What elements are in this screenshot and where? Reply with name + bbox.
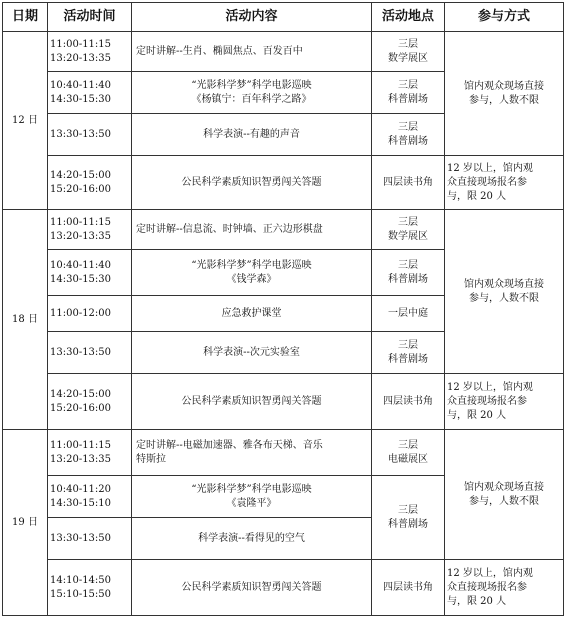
place-cell: 四层读书角	[372, 374, 445, 430]
time-cell: 10:40-11:40 14:30-15:30	[48, 250, 132, 296]
place-cell: 三层 科普剧场	[372, 114, 445, 156]
place-cell: 三层 科普剧场	[372, 250, 445, 296]
content-cell: “光影科学梦”科学电影巡映 《钱学森》	[132, 250, 372, 296]
method-cell: 12 岁以上，馆内观 众直接现场报名参 与，限 20 人	[445, 560, 564, 616]
table-row	[3, 430, 564, 476]
activity-schedule-table	[2, 2, 564, 616]
date-cell: 18 日	[3, 210, 48, 430]
place-cell: 三层 数学展区	[372, 32, 445, 72]
content-cell: 应急救护课堂	[132, 296, 372, 332]
time-cell: 14:10-14:50 15:10-15:50	[48, 560, 132, 616]
content-cell: 科学表演--看得见的空气	[132, 518, 372, 560]
content-cell: 科学表演--次元实验室	[132, 332, 372, 374]
content-cell: 定时讲解--生肖、椭圆焦点、百发百中	[132, 32, 372, 72]
header-time: 活动时间	[48, 3, 132, 32]
header-row	[3, 3, 564, 32]
time-cell: 10:40-11:20 14:30-15:10	[48, 476, 132, 518]
method-cell: 12 岁以上，馆内观 众直接现场报名参 与，限 20 人	[445, 156, 564, 210]
content-cell: “光影科学梦”科学电影巡映 《杨镇宁：百年科学之路》	[132, 72, 372, 114]
place-cell: 三层 科普剧场	[372, 332, 445, 374]
method-cell: 馆内观众现场直接 参与，人数不限	[445, 32, 564, 156]
time-cell: 13:30-13:50	[48, 332, 132, 374]
method-cell: 馆内观众现场直接 参与，人数不限	[445, 210, 564, 374]
time-cell: 13:30-13:50	[48, 114, 132, 156]
time-cell: 14:20-15:00 15:20-16:00	[48, 156, 132, 210]
header-place: 活动地点	[372, 3, 445, 32]
place-cell: 一层中庭	[372, 296, 445, 332]
method-cell: 12 岁以上，馆内观 众直接现场报名参 与，限 20 人	[445, 374, 564, 430]
date-cell: 12 日	[3, 32, 48, 210]
place-cell: 三层 科普剧场	[372, 72, 445, 114]
method-cell: 馆内观众现场直接 参与，人数不限	[445, 430, 564, 560]
table-row	[3, 210, 564, 250]
content-cell: 公民科学素质知识智勇闯关答题	[132, 156, 372, 210]
place-cell: 四层读书角	[372, 560, 445, 616]
time-cell: 11:00-11:15 13:20-13:35	[48, 430, 132, 476]
table-row	[3, 374, 564, 430]
content-cell: 科学表演--有趣的声音	[132, 114, 372, 156]
time-cell: 10:40-11:40 14:30-15:30	[48, 72, 132, 114]
content-cell: “光影科学梦”科学电影巡映 《袁隆平》	[132, 476, 372, 518]
header-method: 参与方式	[445, 3, 564, 32]
header-date: 日期	[3, 3, 48, 32]
date-cell: 19 日	[3, 430, 48, 616]
header-content: 活动内容	[132, 3, 372, 32]
place-cell: 三层 科普剧场	[372, 476, 445, 560]
content-cell: 公民科学素质知识智勇闯关答题	[132, 560, 372, 616]
table-row	[3, 560, 564, 616]
content-cell: 定时讲解--信息流、时钟墙、正六边形棋盘	[132, 210, 372, 250]
place-cell: 四层读书角	[372, 156, 445, 210]
time-cell: 14:20-15:00 15:20-16:00	[48, 374, 132, 430]
content-cell: 定时讲解--电磁加速器、雅各布天梯、音乐 特斯拉	[132, 430, 372, 476]
place-cell: 三层 数学展区	[372, 210, 445, 250]
place-cell: 三层 电磁展区	[372, 430, 445, 476]
content-cell: 公民科学素质知识智勇闯关答题	[132, 374, 372, 430]
table-row	[3, 32, 564, 72]
time-cell: 11:00-11:15 13:20-13:35	[48, 210, 132, 250]
time-cell: 11:00-11:15 13:20-13:35	[48, 32, 132, 72]
time-cell: 13:30-13:50	[48, 518, 132, 560]
table-row	[3, 156, 564, 210]
time-cell: 11:00-12:00	[48, 296, 132, 332]
